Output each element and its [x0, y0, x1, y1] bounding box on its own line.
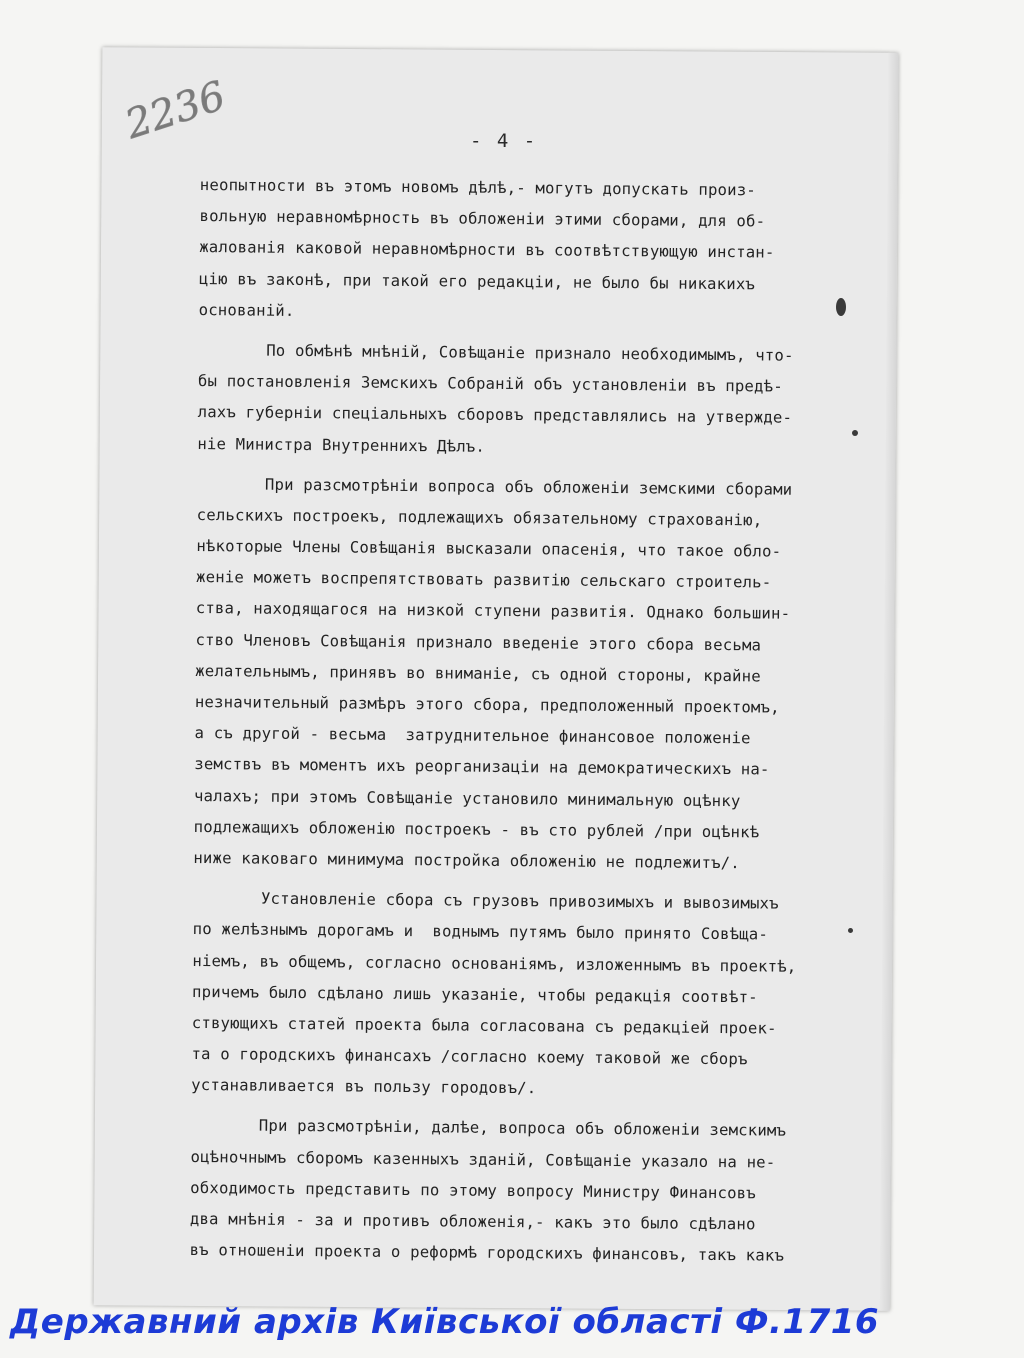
page-number: - 4 - [470, 130, 538, 152]
text-line: нiе Министра Внутреннихъ Дѣлъ. [197, 434, 486, 456]
svg-text:2236: 2236 [119, 72, 231, 149]
text-line: причемъ было сдѣлано лишь указанiе, чтобы редакцiя соотвѣт- [192, 982, 758, 1007]
text-line: основанiй. [198, 300, 295, 320]
text-line: ство Членовъ Совѣщанiя признало введенiе этого сбора весьма [195, 630, 762, 655]
text-line: лахъ губернiи спецiальныхъ сборовъ представлялись на утвержде- [197, 403, 793, 428]
text-line: незначительный размѣръ этого сбора, предположенный проектомъ, [194, 692, 780, 717]
document-body [189, 170, 879, 1273]
ink-blot [852, 430, 858, 436]
text-line: жалованiя каковой неравномѣрности въ соотвѣтствующую инстан- [199, 238, 775, 262]
text-line: та о городскихъ финансахъ /согласно коему таковой же сборъ [191, 1045, 748, 1069]
text-line: женiе можетъ воспрепятствовать развитiю сельскаго строитель- [196, 568, 772, 592]
text-line: оцѣночнымъ сборомъ казенныхъ зданiй, Совѣщанiе указало на не- [190, 1147, 776, 1172]
text-line: нѣкоторые Члены Совѣщанiя высказали опасенiя, что такое обло- [196, 537, 782, 561]
text-line: цiю въ законѣ, при такой его редакцiи, не было бы никакихъ [198, 269, 756, 293]
archive-caption: Державний архів Київської області Ф.1716 [10, 1302, 880, 1342]
text-line: нiемъ, въ общемъ, согласно основанiямъ, изложеннымъ въ проектѣ, [192, 951, 797, 976]
sheet-edge-shadow [880, 53, 899, 1311]
text-line: подлежащихъ обложенiю построекъ - въ сто рублей /при оцѣнкѣ [193, 817, 760, 842]
ink-blot [836, 298, 846, 316]
text-line: устанавливается въ пользу городовъ/. [191, 1076, 537, 1098]
text-line: неопытности въ этомъ новомъ дѣлѣ,- могутъ допускать произ- [199, 175, 757, 200]
text-line: а съ другой - весьма затруднительное финансовое положенiе [194, 724, 751, 748]
text-line: При разсмотрѣнiи, далѣе, вопроса объ обложенiи земскимъ [258, 1117, 787, 1141]
text-line: обходимость представить по этому вопросу Министру Финансовъ [190, 1178, 757, 1203]
text-line: по желѣзнымъ дорогамъ и воднымъ путямъ было принято Совѣща- [192, 920, 769, 944]
text-line: Установленiе сбора съ грузовъ привозимыхъ и вывозимыхъ [260, 889, 779, 913]
text-line: ствующихъ статей проекта была согласована съ редакцiей проек- [191, 1013, 777, 1038]
text-line: въ отношенiи проекта о реформѣ городскихъ финансовъ, такъ какъ [189, 1241, 785, 1265]
text-line: два мнѣнiя - за и противъ обложенiя,- какъ это было сдѣлано [189, 1209, 756, 1234]
text-line: ства, находящагося на низкой ступени развитiя. Однако большин- [195, 599, 791, 624]
text-line: По обмѣнѣ мнѣнiй, Совѣщанiе признало необходимымъ, что- [266, 341, 794, 365]
text-line: сельскихъ построекъ, подлежащихъ обязательному страхованiю, [196, 505, 763, 530]
text-line: желательнымъ, принявъ во вниманiе, съ одной стороны, крайне [195, 661, 761, 686]
ink-blot [848, 928, 853, 933]
text-line: чалахъ; при этомъ Совѣщанiе установило минимальную оцѣнку [193, 786, 741, 810]
text-line: При разсмотрѣнiи вопроса объ обложенiи земскими сборами [264, 475, 793, 499]
text-line: бы постановленiя Земскихъ Собранiй объ установленiи въ предѣ- [197, 372, 783, 396]
text-line: ниже каковаго минимума постройка обложенiю не подлежитъ/. [193, 848, 740, 873]
text-line: вольную неравномѣрность въ обложенiи этими сборами, для об- [199, 207, 766, 231]
text-line: земствъ въ моментъ ихъ реорганизацiи на демократическихъ на- [194, 755, 770, 779]
